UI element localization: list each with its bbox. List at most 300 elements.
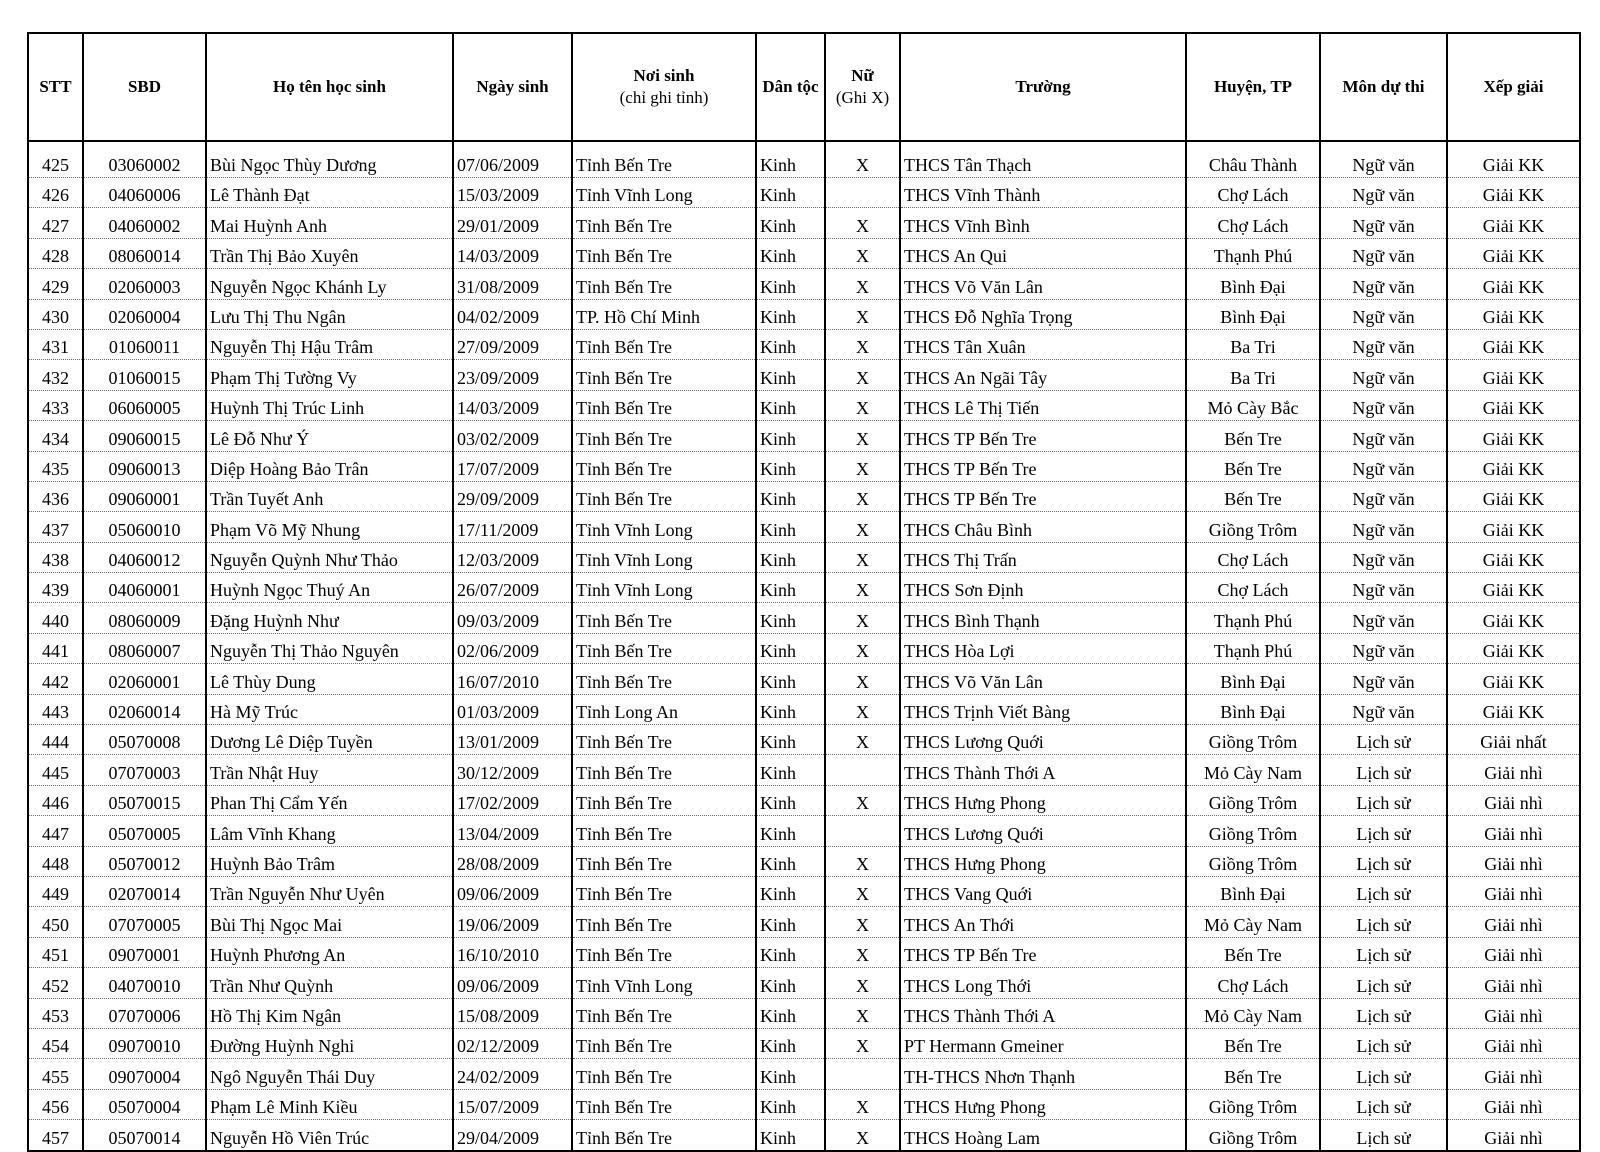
cell-ethnicity: Kinh (756, 421, 825, 451)
cell-district: Ba Tri (1186, 329, 1320, 359)
cell-sbd: 05070015 (83, 785, 206, 815)
cell-subject: Ngữ văn (1320, 694, 1447, 724)
cell-name: Nguyễn Thị Thảo Nguyên (206, 633, 453, 663)
cell-birthplace: Tỉnh Bến Tre (572, 481, 756, 511)
cell-birthplace: Tỉnh Bến Tre (572, 1120, 756, 1151)
cell-sbd: 03060002 (83, 141, 206, 178)
cell-ethnicity: Kinh (756, 542, 825, 572)
cell-award: Giải KK (1447, 269, 1580, 299)
cell-school: THCS TP Bến Tre (900, 421, 1186, 451)
cell-school: THCS Hưng Phong (900, 846, 1186, 876)
table-row (28, 421, 1580, 451)
cell-ethnicity: Kinh (756, 141, 825, 178)
table-row (28, 937, 1580, 967)
cell-district: Giồng Trôm (1186, 1120, 1320, 1151)
cell-name: Đặng Huỳnh Như (206, 603, 453, 633)
cell-school: THCS Tân Xuân (900, 329, 1186, 359)
cell-birthplace: Tỉnh Bến Tre (572, 390, 756, 420)
cell-school: THCS Vĩnh Thành (900, 178, 1186, 208)
cell-award: Giải nhì (1447, 907, 1580, 937)
cell-ethnicity: Kinh (756, 694, 825, 724)
cell-female: X (825, 421, 900, 451)
cell-award: Giải KK (1447, 329, 1580, 359)
cell-dob: 15/08/2009 (453, 998, 572, 1028)
cell-name: Trần Nguyễn Như Uyên (206, 876, 453, 906)
cell-subject: Lịch sử (1320, 937, 1447, 967)
cell-ethnicity: Kinh (756, 451, 825, 481)
table-row (28, 178, 1580, 208)
cell-sbd: 04060012 (83, 542, 206, 572)
cell-sbd: 02060001 (83, 664, 206, 694)
cell-school: THCS An Ngãi Tây (900, 360, 1186, 390)
header-birthplace-note: (chỉ ghi tỉnh) (619, 88, 709, 107)
cell-dob: 26/07/2009 (453, 573, 572, 603)
cell-school: THCS An Qui (900, 238, 1186, 268)
header-female-note: (Ghi X) (835, 88, 890, 107)
cell-name: Trần Như Quỳnh (206, 968, 453, 998)
header-name: Họ tên học sinh (206, 33, 453, 141)
cell-award: Giải nhì (1447, 937, 1580, 967)
cell-name: Bùi Thị Ngọc Mai (206, 907, 453, 937)
cell-stt: 430 (28, 299, 83, 329)
cell-award: Giải nhì (1447, 1028, 1580, 1058)
cell-birthplace: Tỉnh Bến Tre (572, 664, 756, 694)
cell-name: Hà Mỹ Trúc (206, 694, 453, 724)
header-birthplace (572, 33, 756, 141)
table-row (28, 573, 1580, 603)
cell-district: Mỏ Cày Nam (1186, 998, 1320, 1028)
cell-district: Giồng Trôm (1186, 725, 1320, 755)
cell-school: TH-THCS Nhơn Thạnh (900, 1059, 1186, 1089)
cell-birthplace: Tỉnh Bến Tre (572, 725, 756, 755)
cell-ethnicity: Kinh (756, 238, 825, 268)
cell-ethnicity: Kinh (756, 968, 825, 998)
header-stt: STT (28, 33, 83, 141)
cell-stt: 456 (28, 1089, 83, 1119)
cell-birthplace: Tỉnh Bến Tre (572, 421, 756, 451)
cell-dob: 09/03/2009 (453, 603, 572, 633)
cell-award: Giải nhì (1447, 1059, 1580, 1089)
cell-female: X (825, 633, 900, 663)
cell-stt: 451 (28, 937, 83, 967)
cell-female: X (825, 876, 900, 906)
cell-birthplace: Tỉnh Bến Tre (572, 141, 756, 178)
cell-name: Diệp Hoàng Bảo Trân (206, 451, 453, 481)
cell-award: Giải nhì (1447, 785, 1580, 815)
cell-female: X (825, 998, 900, 1028)
cell-subject: Ngữ văn (1320, 208, 1447, 238)
cell-award: Giải KK (1447, 208, 1580, 238)
cell-name: Lâm Vĩnh Khang (206, 816, 453, 846)
cell-award: Giải KK (1447, 664, 1580, 694)
cell-sbd: 09070004 (83, 1059, 206, 1089)
cell-school: THCS Thành Thới A (900, 998, 1186, 1028)
cell-award: Giải KK (1447, 141, 1580, 178)
header-birthplace-label: Nơi sinh (633, 66, 695, 85)
cell-female (825, 755, 900, 785)
cell-birthplace: Tỉnh Bến Tre (572, 1089, 756, 1119)
cell-stt: 441 (28, 633, 83, 663)
cell-district: Chợ Lách (1186, 208, 1320, 238)
cell-stt: 427 (28, 208, 83, 238)
cell-award: Giải nhì (1447, 816, 1580, 846)
cell-subject: Ngữ văn (1320, 451, 1447, 481)
results-table (27, 32, 1581, 1152)
cell-name: Nguyễn Ngọc Khánh Ly (206, 269, 453, 299)
cell-ethnicity: Kinh (756, 664, 825, 694)
cell-name: Huỳnh Bảo Trâm (206, 846, 453, 876)
table-row (28, 785, 1580, 815)
cell-ethnicity: Kinh (756, 937, 825, 967)
cell-stt: 436 (28, 481, 83, 511)
cell-female: X (825, 329, 900, 359)
cell-district: Mỏ Cày Nam (1186, 907, 1320, 937)
cell-female: X (825, 1120, 900, 1151)
cell-name: Bùi Ngọc Thùy Dương (206, 141, 453, 178)
cell-award: Giải nhất (1447, 725, 1580, 755)
cell-school: THCS Thị Trấn (900, 542, 1186, 572)
cell-name: Lưu Thị Thu Ngân (206, 299, 453, 329)
cell-school: THCS Đỗ Nghĩa Trọng (900, 299, 1186, 329)
cell-stt: 447 (28, 816, 83, 846)
cell-district: Chợ Lách (1186, 968, 1320, 998)
cell-ethnicity: Kinh (756, 907, 825, 937)
cell-stt: 452 (28, 968, 83, 998)
header-female (825, 33, 900, 141)
cell-birthplace: Tỉnh Bến Tre (572, 998, 756, 1028)
cell-subject: Ngữ văn (1320, 664, 1447, 694)
cell-district: Bến Tre (1186, 451, 1320, 481)
cell-female: X (825, 1028, 900, 1058)
cell-birthplace: Tỉnh Bến Tre (572, 208, 756, 238)
table-row (28, 141, 1580, 178)
cell-school: THCS Vang Quới (900, 876, 1186, 906)
cell-district: Chợ Lách (1186, 573, 1320, 603)
cell-stt: 429 (28, 269, 83, 299)
cell-birthplace: Tỉnh Vĩnh Long (572, 573, 756, 603)
cell-birthplace: Tỉnh Bến Tre (572, 907, 756, 937)
cell-award: Giải KK (1447, 299, 1580, 329)
cell-dob: 15/07/2009 (453, 1089, 572, 1119)
cell-birthplace: Tỉnh Bến Tre (572, 633, 756, 663)
cell-sbd: 07070005 (83, 907, 206, 937)
cell-birthplace: Tỉnh Vĩnh Long (572, 968, 756, 998)
cell-sbd: 07070003 (83, 755, 206, 785)
cell-dob: 16/10/2010 (453, 937, 572, 967)
table-row (28, 208, 1580, 238)
table-row (28, 968, 1580, 998)
cell-birthplace: Tỉnh Bến Tre (572, 603, 756, 633)
cell-stt: 432 (28, 360, 83, 390)
cell-district: Giồng Trôm (1186, 816, 1320, 846)
table-row (28, 664, 1580, 694)
cell-stt: 444 (28, 725, 83, 755)
cell-female: X (825, 694, 900, 724)
cell-school: THCS Hưng Phong (900, 1089, 1186, 1119)
cell-sbd: 09060013 (83, 451, 206, 481)
cell-stt: 440 (28, 603, 83, 633)
cell-name: Nguyễn Thị Hậu Trâm (206, 329, 453, 359)
table-body (28, 141, 1580, 1151)
cell-female: X (825, 664, 900, 694)
cell-sbd: 04070010 (83, 968, 206, 998)
cell-sbd: 07070006 (83, 998, 206, 1028)
cell-female: X (825, 1089, 900, 1119)
cell-award: Giải KK (1447, 360, 1580, 390)
cell-sbd: 09070001 (83, 937, 206, 967)
table-row (28, 390, 1580, 420)
cell-school: THCS Bình Thạnh (900, 603, 1186, 633)
cell-dob: 29/09/2009 (453, 481, 572, 511)
cell-district: Mỏ Cày Nam (1186, 755, 1320, 785)
cell-female: X (825, 390, 900, 420)
cell-district: Chợ Lách (1186, 178, 1320, 208)
cell-stt: 425 (28, 141, 83, 178)
cell-stt: 446 (28, 785, 83, 815)
cell-subject: Lịch sử (1320, 816, 1447, 846)
cell-name: Huỳnh Thị Trúc Linh (206, 390, 453, 420)
cell-district: Bình Đại (1186, 876, 1320, 906)
cell-district: Bến Tre (1186, 481, 1320, 511)
cell-sbd: 08060014 (83, 238, 206, 268)
cell-name: Mai Huỳnh Anh (206, 208, 453, 238)
cell-district: Bình Đại (1186, 299, 1320, 329)
cell-name: Lê Thùy Dung (206, 664, 453, 694)
cell-ethnicity: Kinh (756, 816, 825, 846)
cell-school: THCS Trịnh Viết Bàng (900, 694, 1186, 724)
cell-ethnicity: Kinh (756, 360, 825, 390)
cell-award: Giải KK (1447, 451, 1580, 481)
cell-subject: Lịch sử (1320, 1028, 1447, 1058)
cell-subject: Lịch sử (1320, 1059, 1447, 1089)
cell-stt: 450 (28, 907, 83, 937)
cell-female (825, 178, 900, 208)
cell-stt: 445 (28, 755, 83, 785)
cell-name: Phan Thị Cẩm Yến (206, 785, 453, 815)
cell-female: X (825, 269, 900, 299)
table-row (28, 998, 1580, 1028)
cell-dob: 30/12/2009 (453, 755, 572, 785)
cell-school: THCS Tân Thạch (900, 141, 1186, 178)
cell-school: THCS Châu Bình (900, 512, 1186, 542)
cell-female: X (825, 907, 900, 937)
cell-sbd: 09060001 (83, 481, 206, 511)
cell-ethnicity: Kinh (756, 633, 825, 663)
cell-dob: 27/09/2009 (453, 329, 572, 359)
table-row (28, 542, 1580, 572)
cell-female: X (825, 451, 900, 481)
cell-dob: 14/03/2009 (453, 238, 572, 268)
cell-birthplace: Tỉnh Bến Tre (572, 451, 756, 481)
cell-school: THCS Hưng Phong (900, 785, 1186, 815)
cell-ethnicity: Kinh (756, 876, 825, 906)
cell-award: Giải KK (1447, 603, 1580, 633)
header-award: Xếp giải (1447, 33, 1580, 141)
cell-sbd: 05070005 (83, 816, 206, 846)
cell-stt: 438 (28, 542, 83, 572)
cell-district: Giồng Trôm (1186, 512, 1320, 542)
header-school: Trường (900, 33, 1186, 141)
cell-school: THCS TP Bến Tre (900, 937, 1186, 967)
cell-subject: Ngữ văn (1320, 573, 1447, 603)
cell-name: Phạm Thị Tường Vy (206, 360, 453, 390)
cell-ethnicity: Kinh (756, 603, 825, 633)
cell-subject: Ngữ văn (1320, 603, 1447, 633)
table-row (28, 1089, 1580, 1119)
table-row (28, 876, 1580, 906)
table-row (28, 907, 1580, 937)
cell-stt: 455 (28, 1059, 83, 1089)
cell-ethnicity: Kinh (756, 269, 825, 299)
cell-stt: 437 (28, 512, 83, 542)
cell-stt: 443 (28, 694, 83, 724)
cell-school: THCS An Thới (900, 907, 1186, 937)
cell-school: PT Hermann Gmeiner (900, 1028, 1186, 1058)
cell-dob: 12/03/2009 (453, 542, 572, 572)
cell-award: Giải KK (1447, 573, 1580, 603)
cell-stt: 453 (28, 998, 83, 1028)
cell-ethnicity: Kinh (756, 178, 825, 208)
header-sbd: SBD (83, 33, 206, 141)
cell-ethnicity: Kinh (756, 390, 825, 420)
cell-school: THCS Vĩnh Bình (900, 208, 1186, 238)
cell-female: X (825, 725, 900, 755)
header-female-label: Nữ (851, 66, 874, 85)
cell-district: Thạnh Phú (1186, 633, 1320, 663)
cell-award: Giải KK (1447, 390, 1580, 420)
cell-name: Huỳnh Phương An (206, 937, 453, 967)
cell-birthplace: Tỉnh Bến Tre (572, 360, 756, 390)
cell-district: Bến Tre (1186, 1028, 1320, 1058)
table-row (28, 329, 1580, 359)
cell-name: Lê Thành Đạt (206, 178, 453, 208)
cell-stt: 428 (28, 238, 83, 268)
cell-birthplace: Tỉnh Long An (572, 694, 756, 724)
cell-district: Bến Tre (1186, 421, 1320, 451)
cell-dob: 29/04/2009 (453, 1120, 572, 1151)
cell-award: Giải nhì (1447, 755, 1580, 785)
cell-dob: 16/07/2010 (453, 664, 572, 694)
cell-birthplace: Tỉnh Vĩnh Long (572, 178, 756, 208)
cell-award: Giải KK (1447, 694, 1580, 724)
cell-school: THCS Long Thới (900, 968, 1186, 998)
cell-dob: 28/08/2009 (453, 846, 572, 876)
cell-stt: 449 (28, 876, 83, 906)
cell-stt: 426 (28, 178, 83, 208)
cell-name: Đường Huỳnh Nghi (206, 1028, 453, 1058)
cell-award: Giải KK (1447, 238, 1580, 268)
cell-school: THCS Sơn Định (900, 573, 1186, 603)
cell-ethnicity: Kinh (756, 329, 825, 359)
cell-sbd: 05070012 (83, 846, 206, 876)
table-row (28, 451, 1580, 481)
cell-ethnicity: Kinh (756, 755, 825, 785)
cell-female: X (825, 141, 900, 178)
cell-subject: Lịch sử (1320, 968, 1447, 998)
cell-school: THCS Võ Văn Lân (900, 664, 1186, 694)
cell-name: Trần Nhật Huy (206, 755, 453, 785)
cell-dob: 23/09/2009 (453, 360, 572, 390)
cell-birthplace: Tỉnh Vĩnh Long (572, 512, 756, 542)
cell-name: Trần Tuyết Anh (206, 481, 453, 511)
cell-district: Bến Tre (1186, 1059, 1320, 1089)
cell-female: X (825, 512, 900, 542)
cell-dob: 03/02/2009 (453, 421, 572, 451)
cell-birthplace: Tỉnh Bến Tre (572, 269, 756, 299)
cell-district: Giồng Trôm (1186, 1089, 1320, 1119)
cell-school: THCS Hòa Lợi (900, 633, 1186, 663)
cell-stt: 435 (28, 451, 83, 481)
cell-district: Giồng Trôm (1186, 846, 1320, 876)
cell-stt: 454 (28, 1028, 83, 1058)
cell-ethnicity: Kinh (756, 998, 825, 1028)
cell-ethnicity: Kinh (756, 1059, 825, 1089)
cell-district: Mỏ Cày Bắc (1186, 390, 1320, 420)
cell-dob: 09/06/2009 (453, 876, 572, 906)
cell-dob: 31/08/2009 (453, 269, 572, 299)
cell-stt: 448 (28, 846, 83, 876)
cell-ethnicity: Kinh (756, 785, 825, 815)
cell-sbd: 06060005 (83, 390, 206, 420)
cell-subject: Ngữ văn (1320, 512, 1447, 542)
cell-district: Giồng Trôm (1186, 785, 1320, 815)
cell-birthplace: Tỉnh Bến Tre (572, 937, 756, 967)
cell-sbd: 05070008 (83, 725, 206, 755)
cell-sbd: 01060011 (83, 329, 206, 359)
cell-award: Giải KK (1447, 421, 1580, 451)
cell-birthplace: Tỉnh Bến Tre (572, 238, 756, 268)
cell-sbd: 02060014 (83, 694, 206, 724)
cell-female (825, 1059, 900, 1089)
table-row (28, 512, 1580, 542)
table-row (28, 238, 1580, 268)
cell-dob: 01/03/2009 (453, 694, 572, 724)
cell-ethnicity: Kinh (756, 208, 825, 238)
cell-ethnicity: Kinh (756, 299, 825, 329)
header-district: Huyện, TP (1186, 33, 1320, 141)
table-row (28, 299, 1580, 329)
cell-female: X (825, 299, 900, 329)
cell-dob: 02/06/2009 (453, 633, 572, 663)
cell-ethnicity: Kinh (756, 725, 825, 755)
cell-subject: Ngữ văn (1320, 360, 1447, 390)
cell-stt: 431 (28, 329, 83, 359)
cell-school: THCS TP Bến Tre (900, 481, 1186, 511)
cell-award: Giải KK (1447, 512, 1580, 542)
cell-subject: Lịch sử (1320, 725, 1447, 755)
cell-subject: Ngữ văn (1320, 299, 1447, 329)
cell-birthplace: Tỉnh Bến Tre (572, 785, 756, 815)
cell-subject: Lịch sử (1320, 846, 1447, 876)
table-row (28, 725, 1580, 755)
cell-sbd: 08060007 (83, 633, 206, 663)
cell-school: THCS Lương Quới (900, 816, 1186, 846)
cell-district: Bình Đại (1186, 664, 1320, 694)
cell-subject: Lịch sử (1320, 907, 1447, 937)
table-row (28, 755, 1580, 785)
cell-award: Giải nhì (1447, 968, 1580, 998)
cell-district: Bình Đại (1186, 269, 1320, 299)
table-row (28, 846, 1580, 876)
cell-birthplace: Tỉnh Bến Tre (572, 1059, 756, 1089)
cell-female: X (825, 542, 900, 572)
cell-name: Nguyễn Quỳnh Như Thảo (206, 542, 453, 572)
cell-award: Giải nhì (1447, 998, 1580, 1028)
cell-birthplace: Tỉnh Bến Tre (572, 876, 756, 906)
cell-ethnicity: Kinh (756, 1120, 825, 1151)
cell-ethnicity: Kinh (756, 512, 825, 542)
cell-award: Giải nhì (1447, 1089, 1580, 1119)
